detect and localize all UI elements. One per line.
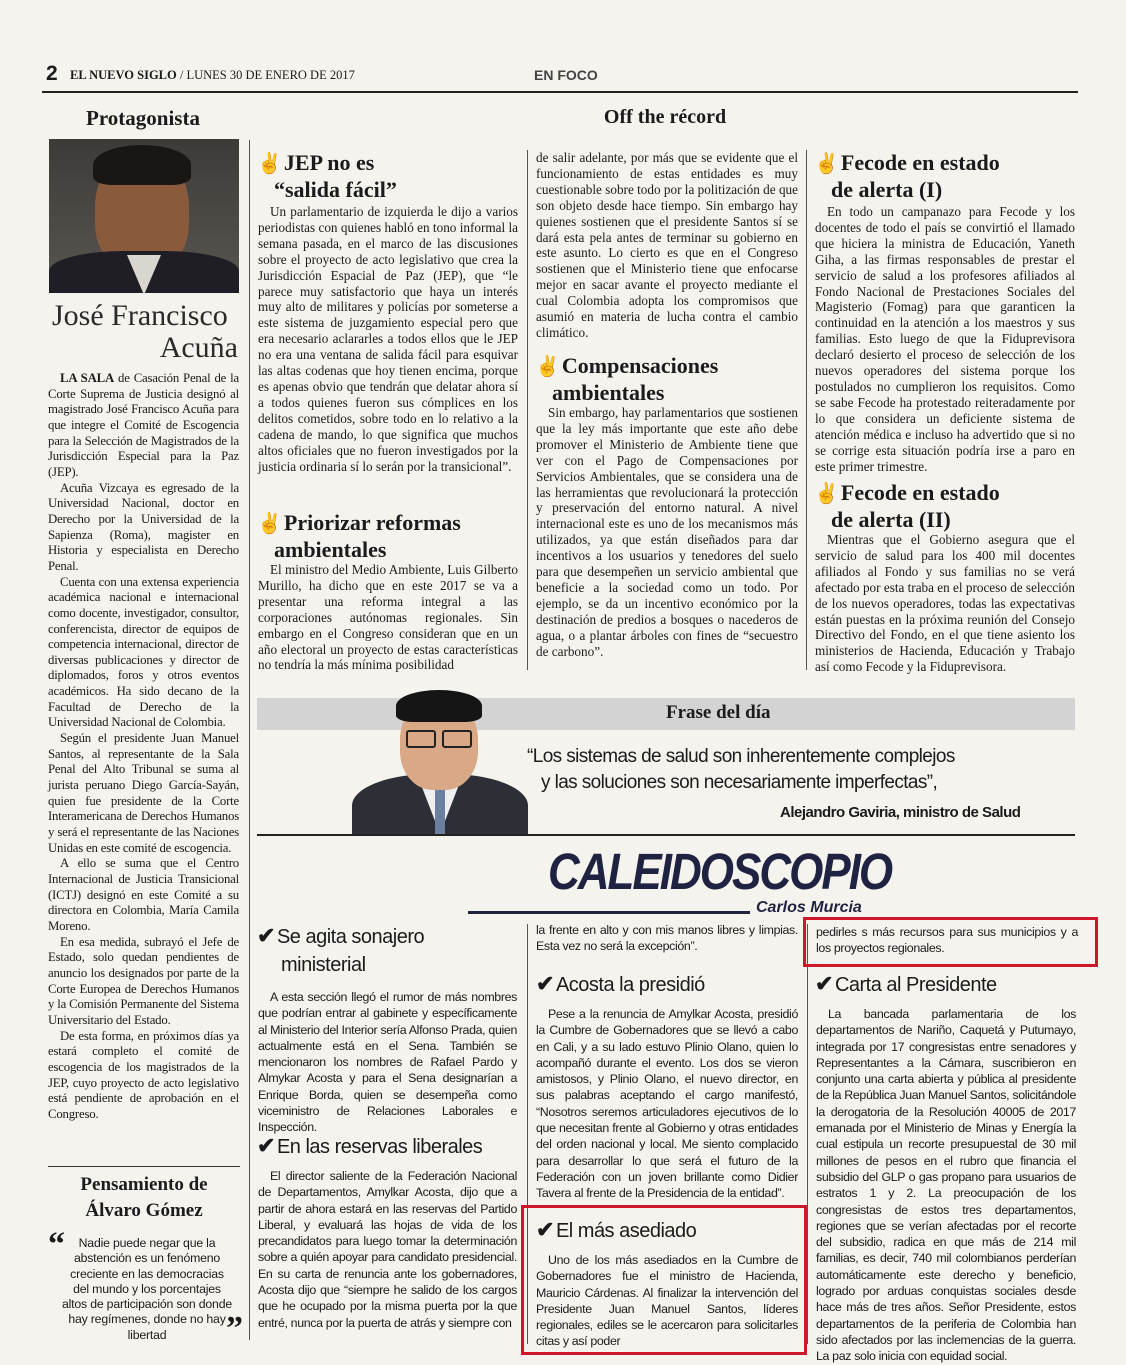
reformas-title-line: ambientales xyxy=(274,537,387,562)
compensaciones-title-line: Compensaciones xyxy=(561,353,719,378)
compensaciones-body xyxy=(536,405,798,660)
quote-close-icon: ” xyxy=(226,1310,243,1347)
paragraph: Según el presidente Juan Manuel Santos, al representante de la Sala Penal del Alto Tribunal se suma al jurista peruano Diego García-Sayán, quien fue presidente de la Corte Interamericana de Derechos Humanos y será el representante de las Naciones Unidas en este comité de escogencia. xyxy=(48,731,239,855)
paragraph: En todo un campanazo para Fecode y los docentes de todo el país se convirtió el llamado que hiciera la ministra de Educación, Yaneth Giha, a las firmas responsables de prestar el servicio de salud a los profesores afiliados al Fondo Nacional de Prestaciones Sociales del Magisterio (Fomag) para que garanticen la continuidad en la atención a los maestros y sus familias. Esto luego de que la Fiduprevisora declaró desierto el proceso de selección de los nuevos operadores del sistema porque los postulados no cumplieron los requisitos. Como se sabe Fecode ha protestado reiteradamente por lo que considera un deficiente sistema de atención médica e incluso ha advertido que si no se corrige esta situación podría irse a paro en este primer trimestre. xyxy=(815,204,1075,474)
frase-quote-line: y las soluciones son necesariamente imperfectas”, xyxy=(541,772,938,793)
column-divider xyxy=(527,150,528,670)
frase-quote xyxy=(527,744,955,796)
column-divider xyxy=(249,140,250,1340)
paragraph: Uno de los más asediados en la Cumbre de Gobernadores fue el ministro de Hacienda, Mauricio Cárdenas. Al finalizar la intervención del Presidente Juan Manuel Santos, líderes regionales, ediles se le acercaron para solicitarles citas y así poder xyxy=(536,1253,798,1349)
fecode2-body xyxy=(815,532,1075,675)
pensamiento-title-line: Pensamiento de xyxy=(80,1174,208,1195)
victory-hand-icon: ✌ xyxy=(535,356,560,378)
paragraph: Un parlamentario de izquierda le dijo a varios periodistas con quienes habló en tono informal la semana pasada, en el marco de las discusiones sobre el proyecto de acto legislativo que crea la Jurisdicción Espacial de Paz (JEP), que “le parece muy satisfactorio que haya un interés muy alto de militares y policías por someterse a este sistema de juzgamiento especial pero que era necesario aclararles a todos ellos que le JEP no era una ventana de salida fácil para esquivar las altas codenas que hoy tienen encima, porque es apenas obvio que tendrán que delatar ahora sí a todos quienes fueron sus cómplices en los delitos cometidos, sobre todo en lo relativo a la cadena de mando, lo que significa que muchos altos oficiales que no fueron investigados por la justicia ordinaria sí lo serán por la transicional”. xyxy=(258,204,518,474)
jep-title-line: “salida fácil” xyxy=(274,177,397,202)
protagonista-label: Protagonista xyxy=(86,106,200,130)
paragraph: la frente en alto y con mis manos libres y limpias. Esta vez no será la excepción”. xyxy=(536,923,798,954)
frase-rule xyxy=(257,834,1075,836)
check-mark-icon: ✔ xyxy=(257,1133,275,1158)
jep-title xyxy=(257,150,519,202)
pensamiento-title xyxy=(44,1172,244,1224)
compensaciones-title xyxy=(535,353,799,405)
victory-hand-icon: ✌ xyxy=(814,483,839,505)
name-line-2: Acuña xyxy=(159,331,238,364)
reformas-body xyxy=(258,562,518,673)
off-record-continuation xyxy=(536,150,798,341)
compensaciones-title-line: ambientales xyxy=(552,380,665,405)
fecode2-title-line: Fecode en estado xyxy=(840,480,1000,505)
acosta-title-text: Acosta la presidió xyxy=(555,974,705,996)
paragraph: El director saliente de la Federación Nacional de Departamentos, Amylkar Acosta, dijo que a partir de ahora estará en las reservas del Partido Liberal, y evaluará las hojas de vida de los precandidatos para luego tomar la determinación sobre a quién apoyar para candidato presidencial. En su carta de renuncia ante los gobernadores, Acosta dijo que “siempre he salido de los cargos que he ocupado por la misma puerta por la que entré, nunca por la puerta de atrás y siempre con xyxy=(258,1169,517,1330)
paper-date: / LUNES 30 DE ENERO DE 2017 xyxy=(176,68,355,82)
victory-hand-icon: ✌ xyxy=(257,153,282,175)
masthead-rule xyxy=(42,91,1078,93)
paragraph: Pese a la renuncia de Amylkar Acosta, presidió la Cumbre de Gobernadores que se llevó a cabo en Cali, y a su lado estuvo Plinio Olano, quien lo acompañó durante el evento. Los dos se vieron amistosos, y Plinio Olano, el nuevo director, en sus palabras aceptando el cargo manifestó, “Nosotros seremos articuladores ejecutivos de lo que necesitan frente al Gobierno y otras entidades del orden nacional y local. Me siento complacido para desarrollar lo que será el futuro de la Federación con un joven brillante como Didier Tavera al frente de la Presidencia de la entidad”. xyxy=(536,1007,798,1201)
paragraph: Sin embargo, hay parlamentarios que sostienen que la ley más importante que este año debe promover el Ministerio de Ambiente tiene que ver con el Pago de Compensaciones por Servicios Ambientales, que se considera una de las herramientas que revolucionará la protección y preservación del entorno natural. A nivel internacional este es uno de los mecanismos más utilizados, ya que están diseñados para dar incentivos a los usuarios y tenedores del suelo para que desempeñen un servicio ambiental que beneficie a la sociedad como un todo. Por ejemplo, se da un incentivo económico por la destinación de predios a bosques o nacederos de agua, o a plantar árboles con fines de “secuestro de carbono”. xyxy=(536,405,798,659)
asediado-body xyxy=(536,1252,798,1350)
pensamiento-title-line: Álvaro Gómez xyxy=(85,1200,203,1221)
check-mark-icon: ✔ xyxy=(536,971,554,996)
fecode1-title-line: de alerta (I) xyxy=(831,177,943,202)
frase-label: Frase del día xyxy=(666,702,771,723)
protagonista-name xyxy=(44,300,244,364)
page-number: 2 xyxy=(46,62,58,85)
fecode1-title-line: Fecode en estado xyxy=(840,150,1000,175)
acosta-title xyxy=(536,970,798,999)
off-record-label: Off the récord xyxy=(603,106,727,128)
sonajero-title-line: Se agita sonajero xyxy=(276,926,425,948)
victory-hand-icon: ✌ xyxy=(814,153,839,175)
portrait-gaviria xyxy=(330,684,530,834)
lead-word: LA SALA xyxy=(60,371,115,385)
paragraph: Cuenta con una extensa experiencia académica nacional e internacional como docente, investigador, consultor, conferencista, director de equipos de competencia internacional, director de diversas publicaciones y director de diplomados, foros y otros eventos académicos. Ha sido decano de la Facultad de Derecho de la Universidad Nacional de Colombia. xyxy=(48,574,239,730)
name-line-1: José Francisco xyxy=(52,299,228,332)
paragraph: Mientras que el Gobierno asegura que el servicio de salud para los 400 mil docentes afiliados al Fondo y sus familias no se verá afectado por esta traba en el proceso de selección de los nuevos operadores, todas las expectativas están puestas en la próxima reunión del Consejo Directivo del Fondo, en el que tiene asiento los ministerios de Hacienda, Educación y Trabajo así como Fecode y la Fiduprevisora. xyxy=(815,532,1075,675)
protagonista-body xyxy=(48,371,239,1123)
paper-name xyxy=(70,68,355,83)
paragraph: De esta forma, en próximos días ya estará completo el comité de escogencia de los magistrados de la JEP, cuyo proyecto de acto legislativo está pendiente de aprobación en el Congreso. xyxy=(48,1028,239,1121)
check-mark-icon: ✔ xyxy=(257,923,275,948)
masthead xyxy=(40,62,1080,88)
paragraph: A ello se suma que el Centro Internacional de Justicia Transicional (ICTJ) designó en este Comité a su directora en Colombia, María Camila Moreno. xyxy=(48,856,239,933)
reservas-title-text: En las reservas liberales xyxy=(276,1136,483,1158)
paragraph: de salir adelante, por más que se evidente que el funcionamiento de estas entidades es muy cuestionable sobre todo por la politización de que son objeto desde hace tiempo. Sin embargo hay quienes sostienen que el presidente Santos sí se dará esta pela antes de terminar su gobierno en este asunto. Lo cierto es que en el Congreso sostienen que el Ministerio tiene que enfocarse mejor en sacar avante el proyecto mediante el cual Colombia adopta los compromisos que asumió en materia de lucha contra el cambio climático. xyxy=(536,150,798,340)
fecode1-body xyxy=(815,204,1075,474)
column-divider xyxy=(806,150,807,670)
fecode2-title-line: de alerta (II) xyxy=(831,507,951,532)
victory-hand-icon: ✌ xyxy=(257,513,282,535)
acosta-body xyxy=(536,1006,798,1202)
paragraph: A esta sección llegó el rumor de más nombres que podrían entrar al gabinete y específicamente al Ministerio del Interior sería Alfonso Prada, quien actualmente está en el Sena. También se mencionaron los nombres de Rafael Pardo y Almykar Acosta y para el Sena designarían a Enrique Borda, quien se desempeña como viceministro de Relaciones Laborales e Inspección. xyxy=(258,990,517,1135)
jep-body xyxy=(258,204,518,474)
carta-body xyxy=(816,1006,1076,1365)
caleidoscopio-author: Carlos Murcia xyxy=(756,899,862,916)
frase-author: Alejandro Gaviria, ministro de Salud xyxy=(780,804,1021,821)
paragraph: La bancada parlamentaria de los departamentos de Nariño, Caquetá y Putumayo, integrada por 17 congresistas entre senadores y Representantes a la Cámara, suscribieron en conjunto una carta abierta y pública al presidente de la República Juan Manuel Santos, solicitándole la derogatoria de la Resolución 40005 de 2017 emanada por el Ministerio de Minas y Energía la cual estipula un recorte presupuestal de 30 mil millones de pesos en el rubro que financia el subsidio del GLP o gas propano para usuarios de estratos 1 y 2. La preocupación de los congresistas de estos tres departamentos, regiones que se verían afectadas por el recorte del subsidio, radica en que más de 214 mil familias, es decir, 740 mil colombianos perderían automáticamente este derecho y beneficio, logrado por arduas conquistas sociales desde hace más de tres años. Señor Presidente, estos departamentos de la periferia de Colombia han sido afectados por las inclemencias de la guerra. La paz solo inicia con equidad social. xyxy=(816,1007,1076,1364)
column-divider xyxy=(807,924,808,1344)
reservas-body xyxy=(258,1168,517,1331)
paragraph: de Casación Penal de la Corte Suprema de Justicia designó al magistrado José Francisco Acuña para que integre el Comité de Escogencia para la Selección de Magistrados de la Jurisdicción Especial para la Paz (JEP). xyxy=(48,371,239,479)
asediado-title xyxy=(536,1216,798,1245)
sonajero-title-line: ministerial xyxy=(281,954,366,976)
reservas-title xyxy=(257,1132,519,1161)
sonajero-title xyxy=(257,922,519,979)
asediado-continuation xyxy=(816,924,1078,957)
fecode1-title xyxy=(814,150,1076,202)
caleidoscopio-title: CALEIDOSCOPIO xyxy=(548,844,892,901)
check-mark-icon: ✔ xyxy=(815,971,833,996)
pensamiento-rule xyxy=(48,1166,240,1167)
jep-title-line: JEP no es xyxy=(283,150,375,175)
reformas-title-line: Priorizar reformas xyxy=(283,510,461,535)
pensamiento-quote: Nadie puede negar que la abstención es un fenómeno creciente en las democracias del mundo y los porcentajes altos de participación son donde hay regímenes, donde no hay libertad xyxy=(62,1236,232,1342)
section-name: EN FOCO xyxy=(534,67,598,83)
paragraph: En esa medida, subrayó el Jefe de Estado, solo quedan pendientes de anuncio los designados por parte de la Corte Europea de Derechos Humanos y la Comisión Permanente del Sistema Universitario del Estado. xyxy=(48,934,239,1027)
frase-quote-line: “Los sistemas de salud son inherentemente complejos xyxy=(527,746,955,767)
quote-open-icon: “ xyxy=(48,1226,65,1263)
asediado-title-text: El más asediado xyxy=(555,1220,697,1242)
reformas-title xyxy=(257,510,519,562)
portrait-acuna xyxy=(49,139,239,293)
paper-title: EL NUEVO SIGLO xyxy=(70,68,177,82)
paragraph: pedirles s más recursos para sus municipios y a los proyectos regionales. xyxy=(816,925,1078,956)
carta-title-text: Carta al Presidente xyxy=(834,974,997,996)
paragraph: Acuña Vizcaya es egresado de la Universidad Nacional, doctor en Derecho por la Universidad de la Sapienza (Roma), magister en Historia y especialista en Derecho Penal. xyxy=(48,480,239,573)
check-mark-icon: ✔ xyxy=(536,1217,554,1242)
paragraph: El ministro del Medio Ambiente, Luis Gilberto Murillo, ha dicho que en este 2017 se va a presentar una reforma integral a las corporaciones autónomas regionales. Sin embargo en el Congreso consideran que en un año electoral un proyecto de estas características no tendría la más mínima posibilidad xyxy=(258,562,518,673)
carta-title xyxy=(815,970,1077,999)
reservas-continuation xyxy=(536,922,798,955)
sonajero-body xyxy=(258,989,517,1136)
caleidoscopio-rule xyxy=(468,911,750,914)
fecode2-title xyxy=(814,480,1076,532)
